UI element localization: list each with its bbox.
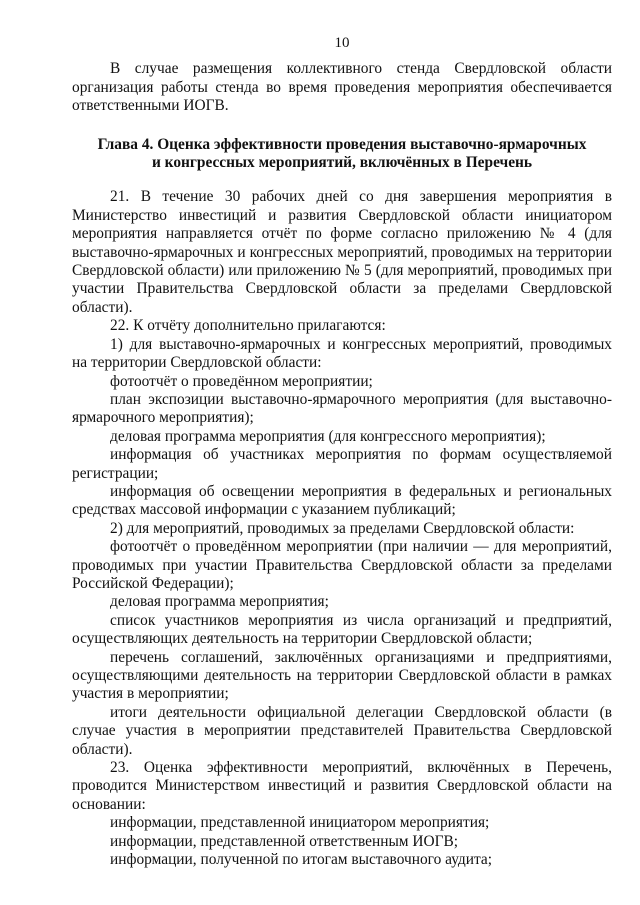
list-item-media-coverage: информация об освещении мероприятия в федеральных и региональных средствах массовой информации с указанием публикаций;: [72, 482, 612, 519]
list-item-participants-list: список участников мероприятия из числа организаций и предприятий, осуществляющих деятельность на территории Свердловской области;: [72, 611, 612, 648]
list-item-participants-info: информация об участниках мероприятия по формам осуществляемой регистрации;: [72, 446, 612, 482]
paragraph-23: 23. Оценка эффективности мероприятий, включённых в Перечень, проводится Министерством инвестиций и развития Свердловской области на основании:: [72, 759, 612, 813]
page-number: 10: [334, 35, 350, 51]
list-item-delegation-results: итоги деятельности официальной делегации Свердловской области (в случае участия в мероприятии представителей Правительства Свердловской области).: [72, 703, 612, 758]
chapter-title-line-1: Глава 4. Оценка эффективности проведения выставочно-ярмарочных: [97, 135, 587, 153]
chapter-heading: [72, 136, 612, 173]
document-page: [72, 34, 612, 869]
paragraph-21: 21. В течение 30 рабочих дней со дня завершения мероприятия в Министерство инвестиций и развития Свердловской области инициатором мероприятия направляется отчёт по форме согласно приложению № 4 (для выставочно-ярмарочных и конгрессных мероприятий, проводимых на территории Свердловской области) или приложению № 5 (для мероприятий, проводимых при участии Правительства Свердловской области за пределами Свердловской области).: [72, 188, 612, 316]
list-item-2: 2) для мероприятий, проводимых за пределами Свердловской области:: [110, 519, 575, 537]
list-item-initiator-info: информации, представленной инициатором мероприятия;: [110, 814, 490, 832]
list-item-iogv-info: информации, представленной ответственным ИОГВ;: [110, 832, 459, 850]
list-item-1: 1) для выставочно-ярмарочных и конгрессных мероприятий, проводимых на территории Свердловской области:: [72, 335, 612, 372]
list-item-audit-info: информации, полученной по итогам выставочного аудита;: [110, 851, 493, 869]
list-item-business-program-2: деловая программа мероприятия;: [110, 593, 329, 611]
chapter-title-line-2: и конгрессных мероприятий, включённых в Перечень: [151, 154, 533, 172]
intro-paragraph: В случае размещения коллективного стенда Свердловской области организация работы стенда во время проведения мероприятия обеспечивается ответственными ИОГВ.: [72, 60, 612, 115]
list-item-photo-report: фотоотчёт о проведённом мероприятии;: [110, 372, 373, 390]
list-item-agreements: перечень соглашений, заключённых организациями и предприятиями, осуществляющими деятельность на территории Свердловской области в рамках участия в мероприятии;: [72, 648, 612, 703]
list-item-photo-report-abroad: фотоотчёт о проведённом мероприятии (при наличии — для мероприятий, проводимых при участии Правительства Свердловской области за пределами Российской Федерации);: [72, 538, 612, 592]
list-item-business-program: деловая программа мероприятия (для конгрессного мероприятия);: [110, 427, 546, 445]
paragraph-22: 22. К отчёту дополнительно прилагаются:: [110, 317, 386, 335]
list-item-exposition-plan: план экспозиции выставочно-ярмарочного мероприятия (для выставочно-ярмарочного мероприятия);: [72, 390, 612, 427]
